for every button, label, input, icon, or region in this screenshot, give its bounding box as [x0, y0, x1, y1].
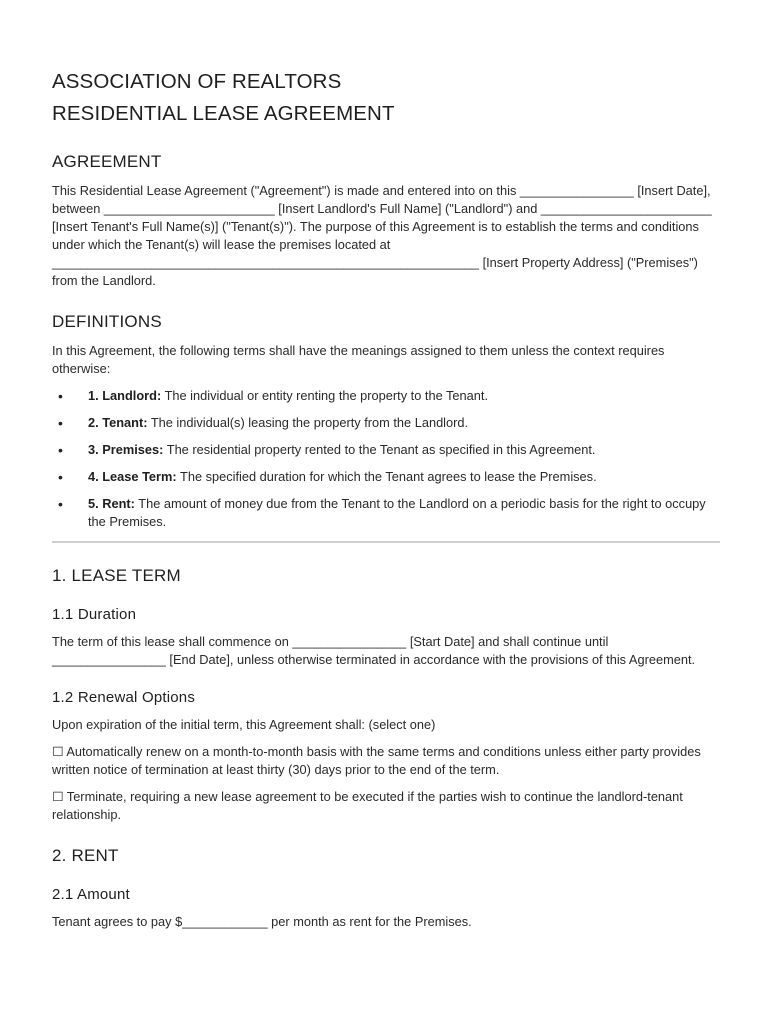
- definition-term: 3. Premises:: [88, 442, 164, 457]
- bullet-icon: •: [58, 469, 63, 485]
- definition-item-landlord: [52, 387, 720, 405]
- definition-text: The amount of money due from the Tenant to the Landlord on a periodic basis for the right to occupy the Premises.: [88, 496, 706, 529]
- renewal-options-heading: 1.2 Renewal Options: [52, 689, 196, 706]
- document-title-line-1: ASSOCIATION OF REALTORS: [52, 70, 342, 93]
- lease-term-heading: 1. LEASE TERM: [52, 566, 181, 585]
- document-page: [52, 66, 720, 931]
- agreement-heading: AGREEMENT: [52, 152, 162, 171]
- definition-term: 2. Tenant:: [88, 415, 148, 430]
- bullet-icon: •: [58, 442, 63, 458]
- definition-text: The residential property rented to the Tenant as specified in this Agreement.: [166, 442, 596, 457]
- definition-item-rent: [52, 495, 720, 531]
- renewal-intro: Upon expiration of the initial term, this Agreement shall: (select one): [52, 717, 436, 732]
- definitions-list: [52, 387, 720, 531]
- renewal-option-terminate: ☐ Terminate, requiring a new lease agreement to be executed if the parties wish to continue the landlord-tenant relationship.: [52, 789, 683, 822]
- duration-paragraph: The term of this lease shall commence on ________________ [Start Date] and shall continue until ________________ [End Date], unless otherwise terminated in accordance with the provisions of this Agreement.: [52, 634, 696, 667]
- definition-term: 1. Landlord:: [88, 388, 162, 403]
- document-title-line-2: RESIDENTIAL LEASE AGREEMENT: [52, 102, 395, 125]
- definition-text: The individual or entity renting the property to the Tenant.: [164, 388, 489, 403]
- definition-item-tenant: [52, 414, 720, 432]
- bullet-icon: •: [58, 496, 63, 512]
- definition-text: The specified duration for which the Tenant agrees to lease the Premises.: [180, 469, 597, 484]
- definition-item-lease-term: [52, 468, 720, 486]
- definitions-intro: In this Agreement, the following terms shall have the meanings assigned to them unless the context requires otherwise:: [52, 343, 665, 376]
- duration-heading: 1.1 Duration: [52, 606, 137, 623]
- renewal-option-auto-renew: ☐ Automatically renew on a month-to-month basis with the same terms and conditions unless either party provides written notice of termination at least thirty (30) days prior to the end of the term.: [52, 744, 701, 777]
- definition-term: 5. Rent:: [88, 496, 135, 511]
- rent-amount-heading: 2.1 Amount: [52, 886, 130, 903]
- rent-heading: 2. RENT: [52, 846, 119, 865]
- definition-term: 4. Lease Term:: [88, 469, 177, 484]
- bullet-icon: •: [58, 388, 63, 404]
- section-divider: [52, 541, 720, 543]
- agreement-paragraph: This Residential Lease Agreement ("Agreement") is made and entered into on this ________________ [Insert Date], between ________________________ [Insert Landlord's Full Name] ("Landlord") and ________________________ [Insert Tenant's Full Name(s)] ("Tenant(s)"). The purpose of this Agreement is to establish the terms and conditions under which the Tenant(s) will lease the premises located at ____________________________________________________________ [Insert Property Address] ("Premises") from the Landlord.: [52, 183, 712, 288]
- rent-amount-paragraph: Tenant agrees to pay $____________ per month as rent for the Premises.: [52, 914, 472, 929]
- definition-item-premises: [52, 441, 720, 459]
- bullet-icon: •: [58, 415, 63, 431]
- definition-text: The individual(s) leasing the property from the Landlord.: [150, 415, 469, 430]
- definitions-heading: DEFINITIONS: [52, 312, 162, 331]
- document-title: [52, 66, 720, 130]
